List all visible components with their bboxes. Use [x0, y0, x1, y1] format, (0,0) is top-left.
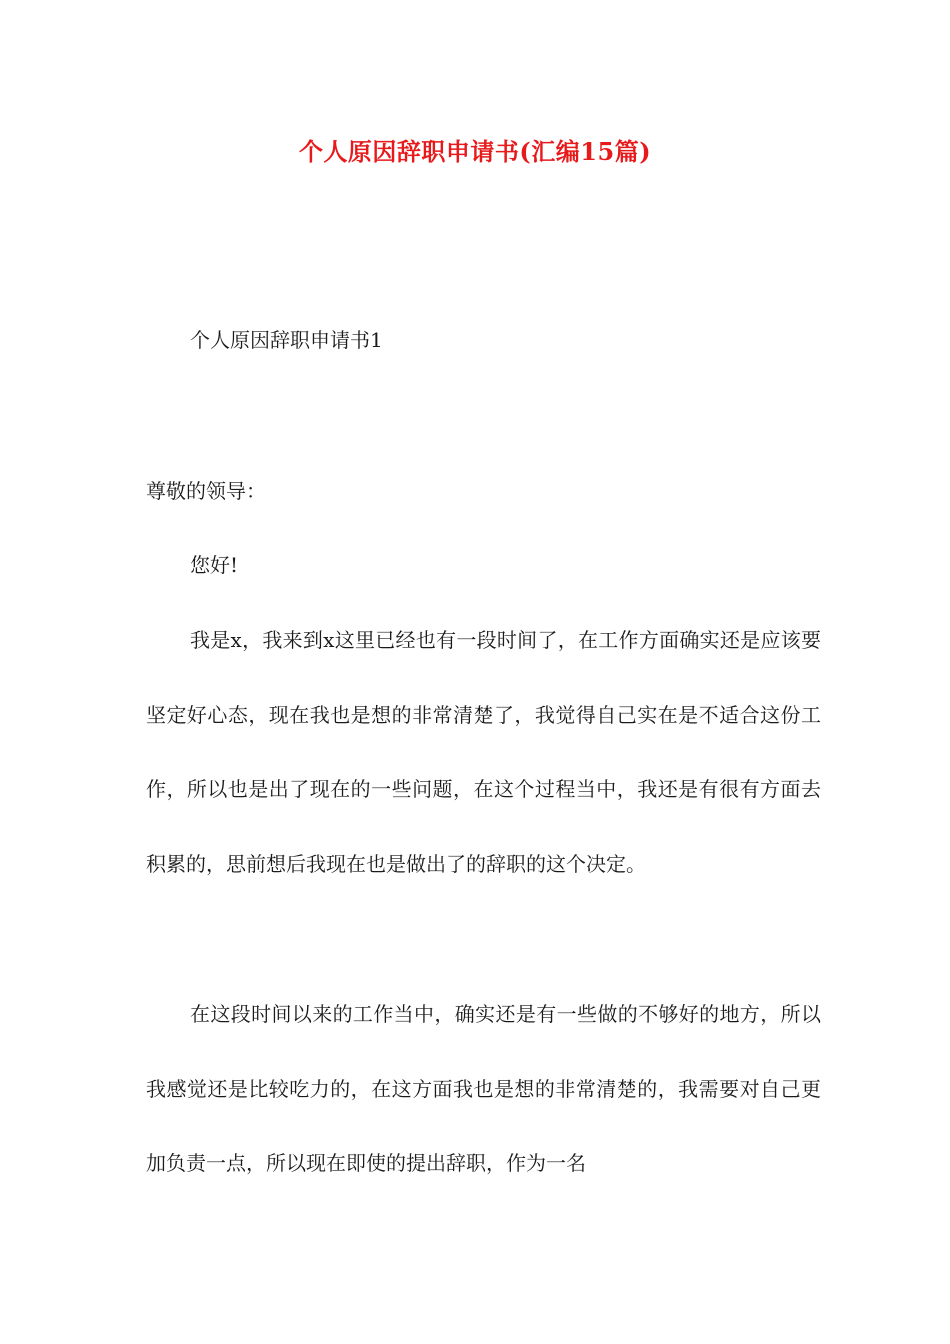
section-heading: 个人原因辞职申请书1 — [190, 328, 383, 352]
body-paragraph-1: 我是x，我来到x这里已经也有一段时间了，在工作方面确实还是应该要坚定好心态，现在我也是想的非常清楚了，我觉得自己实在是不适合这份工作，所以也是出了现在的一些问题，在这个过程当中，我还是有很有方面去积累的，思前想后我现在也是做出了的辞职的这个决定。 — [146, 628, 821, 876]
salutation: 尊敬的领导： — [146, 479, 266, 503]
document-title: 个人原因辞职申请书(汇编15篇) — [298, 137, 652, 166]
greeting: 您好! — [190, 553, 239, 577]
body-paragraph-2: 在这段时间以来的工作当中，确实还是有一些做的不够好的地方，所以我感觉还是比较吃力的，在这方面我也是想的非常清楚的，我需要对自己更加负责一点，所以现在即使的提出辞职，作为一名 — [146, 1002, 821, 1175]
